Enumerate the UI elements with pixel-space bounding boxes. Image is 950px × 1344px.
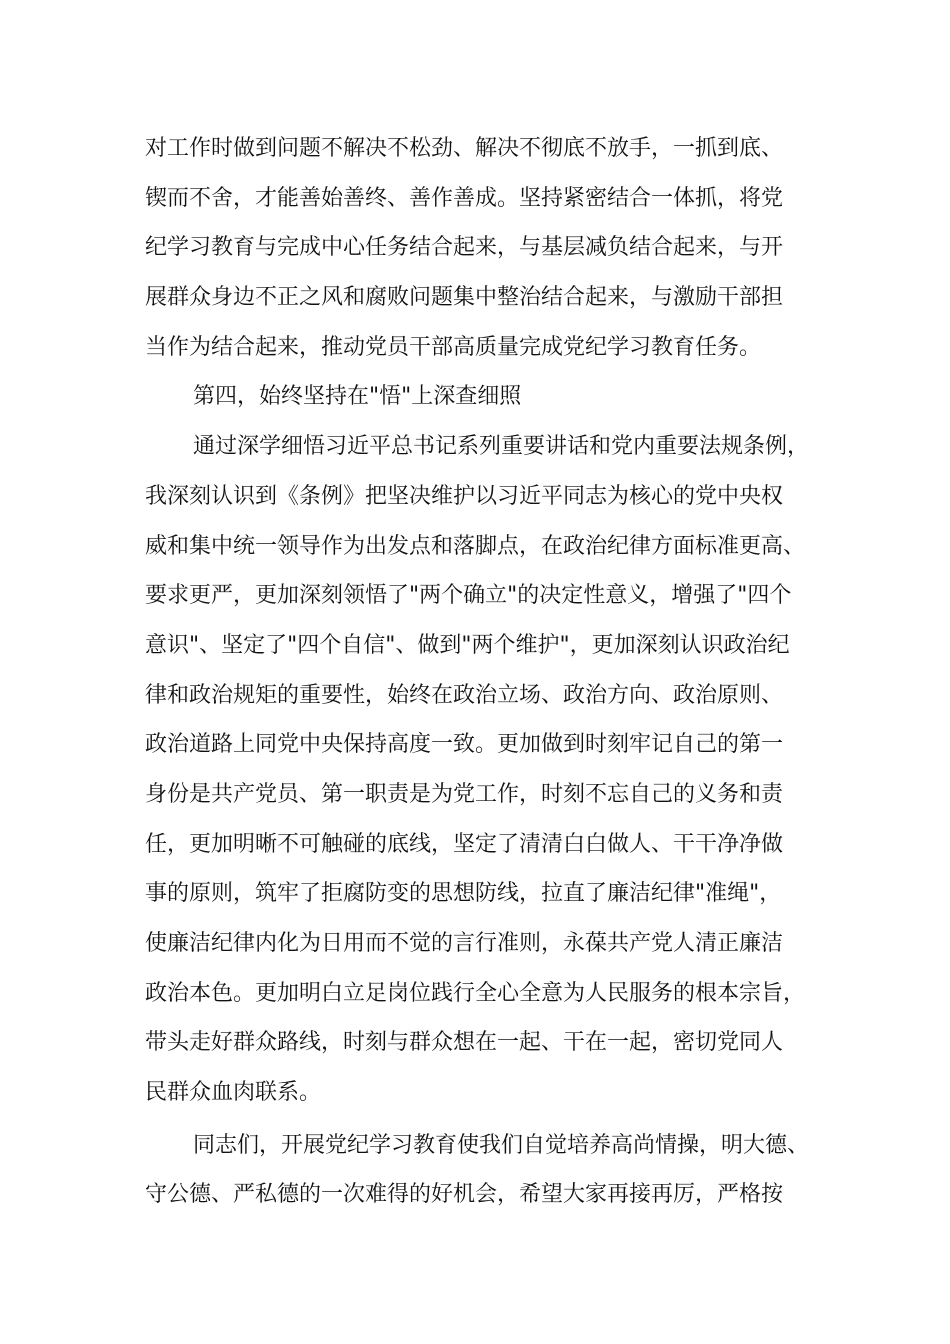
- text-line: 意识"、坚定了"四个自信"、做到"两个维护"，更加深刻认识政治纪: [145, 632, 790, 658]
- text-line: 政治本色。更加明白立足岗位践行全心全意为人民服务的根本宗旨，: [145, 980, 806, 1006]
- text-line: 身份是共产党员、第一职责是为党工作，时刻不忘自己的义务和责: [145, 781, 784, 807]
- text-line: 威和集中统一领导作为出发点和落脚点，在政治纪律方面标准更高、: [145, 533, 806, 559]
- text-line: 律和政治规矩的重要性，始终在政治立场、政治方向、政治原则、: [145, 682, 784, 708]
- text-line: 任，更加明晰不可触碰的底线，坚定了清清白白做人、干干净净做: [145, 831, 784, 857]
- text-line: 我深刻认识到《条例》把坚决维护以习近平同志为核心的党中央权: [145, 483, 784, 509]
- text-line: 守公德、严私德的一次难得的好机会，希望大家再接再厉，严格按: [145, 1182, 784, 1208]
- text-line: 事的原则，筑牢了拒腐防变的思想防线，拉直了廉洁纪律"准绳"，: [145, 881, 782, 907]
- text-line: 要求更严，更加深刻领悟了"两个确立"的决定性意义，增强了"四个: [145, 583, 792, 609]
- text-line: 展群众身边不正之风和腐败问题集中整治结合起来，与激励干部担: [145, 285, 784, 311]
- text-line: 带头走好群众路线，时刻与群众想在一起、干在一起，密切党同人: [145, 1030, 784, 1056]
- document-body: [145, 124, 835, 1220]
- section-heading: 第四，始终坚持在"悟"上深查细照: [193, 384, 522, 410]
- text-line: 锲而不舍，才能善始善终、善作善成。坚持紧密结合一体抓，将党: [145, 185, 784, 211]
- text-line: 民群众血肉联系。: [145, 1080, 322, 1106]
- text-line: 纪学习教育与完成中心任务结合起来，与基层减负结合起来，与开: [145, 235, 784, 261]
- text-line: 使廉洁纪律内化为日用而不觉的言行准则，永葆共产党人清正廉洁: [145, 931, 784, 956]
- text-line: 政治道路上同党中央保持高度一致。更加做到时刻牢记自己的第一: [145, 732, 784, 758]
- text-line: 当作为结合起来，推动党员干部高质量完成党纪学习教育任务。: [145, 334, 762, 360]
- text-line: 通过深学细悟习近平总书记系列重要讲话和党内重要法规条例，: [193, 434, 810, 460]
- text-line: 同志们，开展党纪学习教育使我们自觉培养高尚情操，明大德、: [193, 1132, 810, 1158]
- text-line: 对工作时做到问题不解决不松劲、解决不彻底不放手，一抓到底、: [145, 136, 784, 161]
